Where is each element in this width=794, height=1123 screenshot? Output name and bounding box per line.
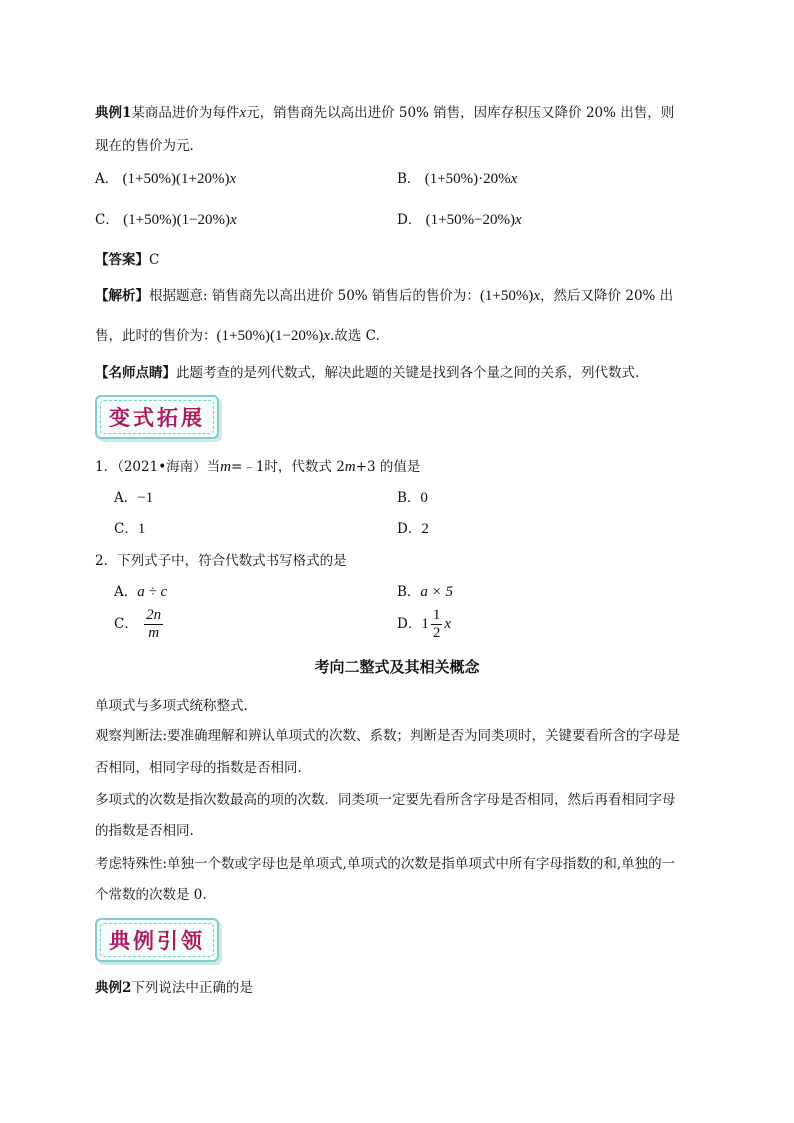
option-variable: x	[229, 171, 237, 187]
question1-option-d	[397, 517, 429, 538]
fraction	[431, 608, 443, 641]
option-expression: (1+50%)·20%	[424, 171, 511, 187]
section-banner-variants: 变式拓展	[95, 395, 219, 439]
analysis-text: 售，此时的售价为：	[95, 328, 217, 344]
option-letter: D．	[397, 616, 422, 632]
example1-text-a: 某商品进价为每件	[131, 105, 240, 121]
paragraph-2-line2: 否相同，相同字母的指数是否相同.	[95, 760, 302, 776]
option-letter: A．	[114, 584, 138, 600]
question1-stem	[95, 455, 420, 476]
option-expression: a ÷ c	[137, 584, 168, 600]
question2-option-a	[114, 580, 167, 601]
question-text: 下列式子中，符合代数式书写格式的是	[117, 553, 347, 569]
option-value: −1	[137, 490, 154, 506]
question-text: =﹣1时，代数式 2	[231, 459, 345, 475]
option-expression: a × 5	[420, 584, 454, 600]
example1-label: 典例1	[95, 105, 132, 121]
question1-option-c	[114, 517, 145, 538]
paragraph-3-line2: 的指数是否相同.	[95, 823, 194, 839]
example1-stem-line2: 现在的售价为元.	[95, 138, 194, 154]
tip-tag: 【名师点睛】	[95, 365, 176, 381]
question-variable: m	[344, 459, 356, 475]
option-variable: x	[230, 212, 237, 228]
option-value: 1	[137, 521, 146, 537]
option-variable: x	[444, 616, 451, 632]
example1-tip	[95, 361, 639, 381]
option-letter: B．	[397, 171, 421, 187]
option-value: 0	[420, 490, 428, 506]
option-variable: x	[510, 171, 518, 187]
option-expression: (1+50%−20%)	[425, 212, 516, 228]
question2-option-b	[397, 580, 453, 601]
option-value: 2	[421, 521, 429, 537]
example1-option-b	[397, 167, 517, 188]
example2-text: 下列说法中正确的是	[131, 980, 253, 996]
analysis-text-b: ，然后又降价 20% 出	[540, 288, 674, 304]
analysis-variable: x	[533, 288, 541, 304]
question-number: 2．	[95, 553, 118, 569]
option-letter: B．	[397, 490, 421, 506]
option-letter: A．	[95, 171, 119, 187]
question2-option-d	[397, 608, 451, 641]
analysis-tag: 【解析】	[95, 288, 149, 304]
analysis-conclusion: .故选 C.	[330, 328, 380, 344]
fraction-denominator: m	[148, 625, 160, 641]
question2-option-c	[114, 608, 165, 641]
option-letter: C．	[114, 616, 138, 632]
example1-answer	[95, 248, 159, 268]
example1-option-d	[397, 208, 522, 229]
paragraph-2-line1: 观察判断法:要准确理解和辨认单项式的次数、系数；判断是否为同类项时，关键要看所含的字母是	[95, 728, 681, 744]
analysis-expression: (1+50%)(1−20%)	[216, 328, 324, 344]
question-variable: m	[220, 459, 232, 475]
option-letter: B．	[397, 584, 421, 600]
mixed-number-whole: 1	[421, 616, 429, 632]
section-banner-examples: 典例引领	[95, 918, 219, 962]
option-expression: (1+50%)(1+20%)	[122, 171, 230, 187]
question-text-end: +3 的值是	[355, 459, 421, 475]
option-letter: A．	[114, 490, 138, 506]
example1-option-c	[95, 208, 237, 229]
question-number: 1．	[95, 459, 118, 475]
question2-stem	[95, 549, 347, 569]
fraction-denominator: 2	[432, 625, 441, 641]
example2-stem	[95, 976, 253, 996]
analysis-variable: x	[323, 328, 331, 344]
fraction-numerator: 1	[432, 607, 441, 623]
option-variable: x	[515, 212, 522, 228]
question-source: （2021•海南）当	[117, 459, 221, 475]
example1-analysis-line2	[95, 324, 380, 345]
example1-stem-line1	[95, 101, 674, 122]
example1-option-a	[95, 167, 236, 188]
paragraph-3-line1: 多项式的次数是指次数最高的项的次数．同类项一定要先看所含字母是否相同，然后再看相同字母	[95, 792, 676, 808]
option-letter: C．	[95, 212, 119, 228]
example2-label: 典例2	[95, 980, 132, 996]
option-letter: D．	[397, 521, 422, 537]
analysis-text: 根据题意: 销售商先以高出进价 50% 销售后的售价为：	[149, 288, 480, 304]
fraction	[144, 608, 163, 641]
paragraph-4-line1: 考虑特殊性:单独一个数或字母也是单项式,单项式的次数是指单项式中所有字母指数的和,单独的一	[95, 856, 676, 872]
paragraph-1: 单项式与多项式统称整式.	[95, 698, 248, 714]
paragraph-4-line2: 个常数的次数是 0.	[95, 887, 207, 903]
example1-analysis-line1	[95, 284, 673, 305]
question1-option-a	[114, 486, 153, 507]
option-expression: (1+50%)(1−20%)	[123, 212, 231, 228]
option-letter: C．	[114, 521, 138, 537]
option-letter: D．	[397, 212, 422, 228]
fraction-numerator: 2n	[146, 607, 162, 623]
answer-value: C	[149, 252, 160, 268]
analysis-expression: (1+50%)	[479, 288, 534, 304]
answer-tag: 【答案】	[95, 252, 149, 268]
question1-option-b	[397, 486, 428, 507]
tip-text: 此题考查的是列代数式，解决此题的关键是找到各个量之间的关系，列代数式.	[176, 365, 640, 381]
example1-var-x: x	[239, 105, 247, 121]
section-title: 考向二整式及其相关概念	[314, 658, 480, 676]
example1-text-b: 元，销售商先以高出进价 50% 销售，因库存积压又降价 20% 出售，则	[246, 105, 675, 121]
